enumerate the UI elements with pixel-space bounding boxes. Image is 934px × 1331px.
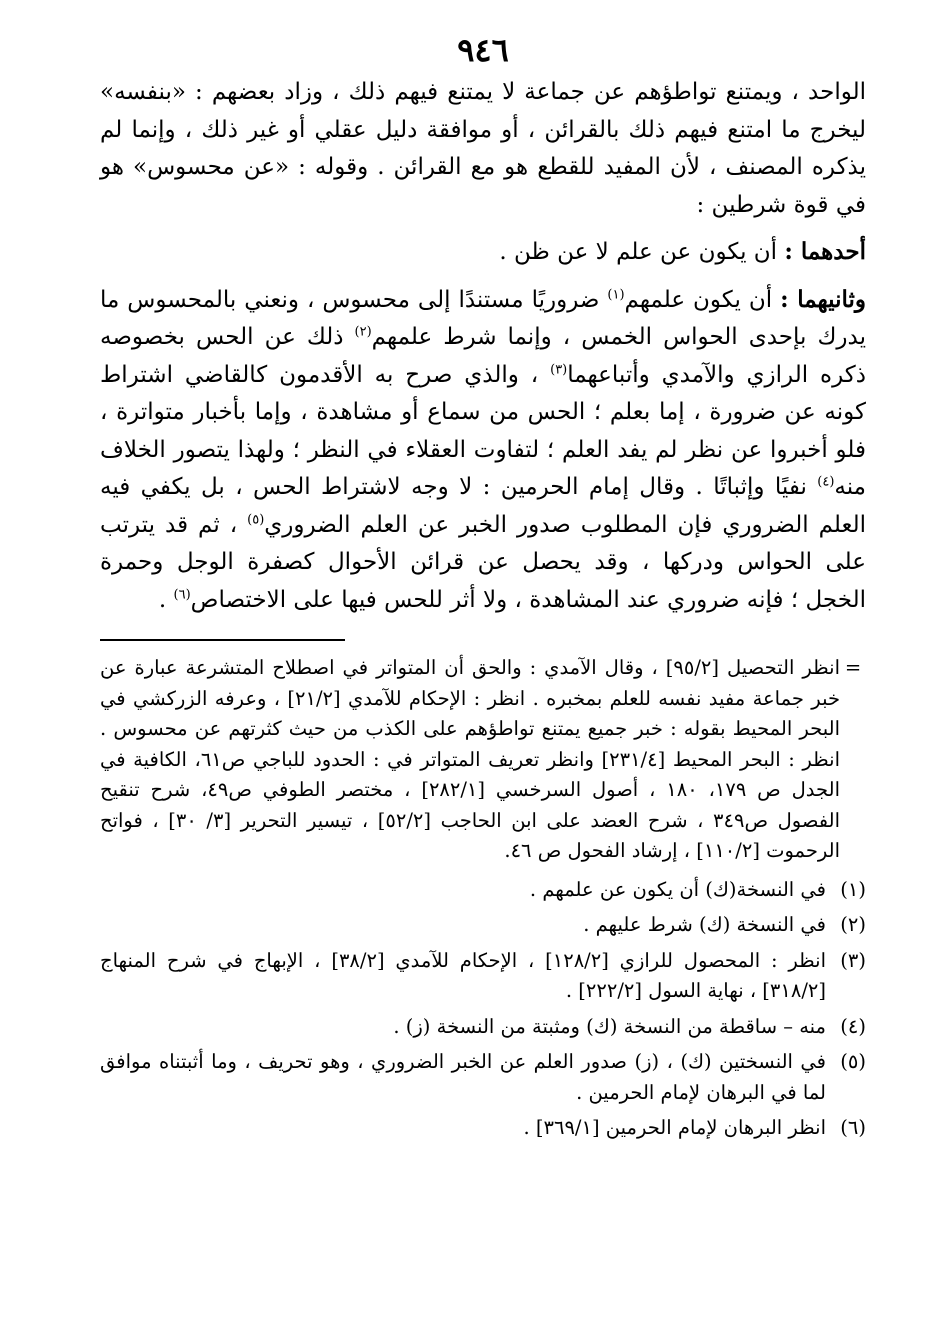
footnote-text: في النسخة(ك) أن يكون عن علمهم .: [529, 877, 826, 901]
text-segment: .: [158, 586, 174, 613]
footnote-ref-4[interactable]: (٤): [817, 474, 835, 490]
footnote-text: في النسخة (ك) شرط عليهم .: [583, 913, 826, 936]
text-segment: ضروريًا مستندًا إلى محسوس ، ونعني بالمحسوس ما يدرك بإحدى الحواس الخمس ، وإنما شرط علمهم: [100, 286, 866, 350]
footnote-5: [100, 1047, 866, 1108]
continuation-mark: =: [844, 656, 862, 679]
footnote-text: انظر البرهان لإمام الحرمين [٣٦٩/١] .: [523, 1116, 826, 1139]
footnote-4: [100, 1012, 866, 1043]
footnote-continuation: [100, 653, 866, 867]
footnote-number: (٣): [840, 948, 866, 972]
text-segment: ، والذي صرح به الأقدمون كالقاضي اشتراط كونه عن ضرورة ، إما بعلم ؛ الحس من سماع أو مشاهدة ، وإما بأخبار متواترة ، فلو أخبروا عن نظر لم يفد العلم ؛ لتفاوت العقلاء في النظر ؛ ولهذا يتصور الخلاف منه: [100, 361, 866, 500]
paragraph-3: [100, 281, 866, 620]
footnote-number: (١): [840, 877, 866, 901]
footnote-text: في النسختين (ك) ، (ز) صدور العلم عن الخبر الضروري ، وهو تحريف ، وما أثبتناه موافق لما في البرهان لإمام الحرمين .: [100, 1050, 826, 1104]
text-segment: نفيًا وإثباتًا . وقال إمام الحرمين : لا وجه لاشتراط الحس ، بل يكفي فيه العلم الضروري فإن المطلوب صدور الخبر عن العلم الضروري: [100, 474, 866, 538]
footnote-number: (٦): [840, 1116, 866, 1139]
footnote-text: انظر : المحصول للرازي [١٢٨/٢] ، الإحكام للآمدي [٣٨/٢] ، الإبهاج في شرح المنهاج [٣١٨/٢] ، نهاية السول [٢٢٢/٢] .: [100, 948, 827, 1002]
footnote-ref-3[interactable]: (٣): [550, 361, 568, 377]
footnote-6: [100, 1113, 866, 1144]
first-condition-heading: أحدهما :: [784, 238, 866, 265]
main-text: [100, 74, 866, 619]
footnote-number: (٤): [840, 1014, 866, 1038]
text-segment: ، ثم قد يترتب على الحواس ودركها ، وقد يحصل عن قرائن الأحوال كصفرة الوجل وحمرة الخجل ؛ فإنه ضروري عند المشاهدة ، ولا أثر للحس فيها على الاختصاص: [100, 511, 866, 613]
footnote-3: [100, 946, 866, 1007]
second-condition-heading: وثانيهما :: [780, 285, 866, 313]
document-page: [100, 30, 866, 1310]
footnote-1: [100, 875, 866, 906]
footnotes: [100, 653, 866, 1144]
footnote-2: [100, 910, 866, 941]
footnote-number: (٢): [840, 913, 866, 936]
footnote-separator: [100, 639, 345, 641]
text-segment: ذلك عن الحس بخصوصه ذكره الرازي والآمدي وأتباعهما: [100, 324, 866, 388]
footnote-ref-2[interactable]: (٢): [354, 324, 372, 340]
first-condition-text: أن يكون عن علم لا عن ظن .: [499, 239, 785, 265]
paragraph-2: [100, 233, 866, 272]
text-segment: أن يكون علمهم: [624, 286, 781, 313]
page-number: ٩٤٦: [457, 31, 509, 69]
footnote-text: منه – ساقطة من النسخة (ك) ومثبتة من النسخة (ز) .: [393, 1014, 826, 1038]
paragraph-1: الواحد ، ويمتنع تواطؤهم عن جماعة لا يمتنع فيهم ذلك ، وزاد بعضهم : «بنفسه» ليخرج ما امتنع فيهم ذلك بالقرائن ، أو موافقة دليل عقلي أو غير ذلك ، وإنما لم يذكره المصنف ، لأن المفيد للقطع هو مع القرائن . وقوله : «عن محسوس» هو في قوة شرطين :: [100, 79, 866, 218]
footnote-number: (٥): [840, 1050, 866, 1073]
footnote-ref-5[interactable]: (٥): [247, 511, 265, 527]
footnote-ref-6[interactable]: (٦): [173, 586, 191, 602]
footnote-ref-1[interactable]: (١): [607, 286, 625, 302]
continuation-text: انظر التحصيل [٩٥/٢] ، وقال الآمدي : والحق أن المتواتر في اصطلاح المتشرعة عبارة عن خبر جماعة مفيد نفسه للعلم بمخبره . انظر : الإحكام للآمدي [٢١/٢] ، وعرفه الزركشي في البحر المحيط بقوله : خبر جميع يمتنع تواطؤهم على الكذب من حيث كثرتهم عن محسوس . انظر : البحر المحيط [٢٣١/٤] وانظر تعريف المتواتر في : الحدود للباجي ص٦١، الكافية في الجدل ص ١٧٩، ١٨٠ ، أصول السرخسي [٢٨٢/١] ، مختصر الطوفي ص٤٩، شرح تنقيح الفصول ص٣٤٩ ، شرح العضد على ابن الحاجب [٥٢/٢] ، تيسير التحرير [٣/ ٣٠] ، فواتح الرحموت [١١٠/٢] ، إرشاد الفحول ص ٤٦.: [100, 656, 841, 862]
